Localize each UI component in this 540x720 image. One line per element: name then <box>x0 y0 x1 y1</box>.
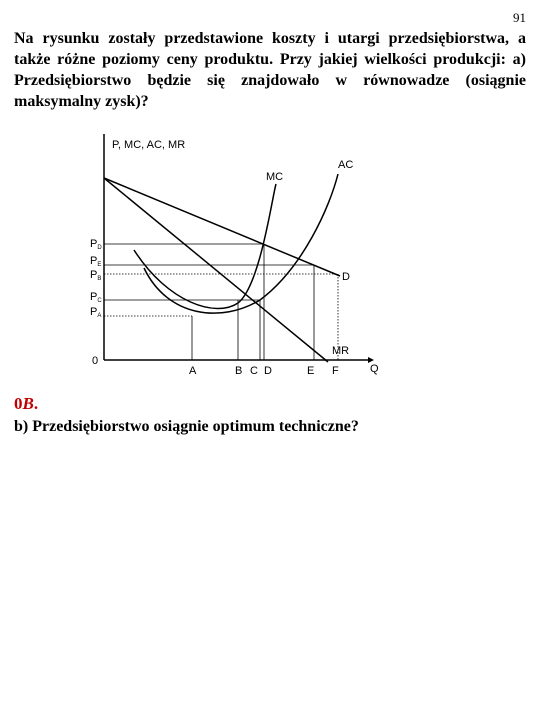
mc-label: MC <box>266 171 284 183</box>
cost-revenue-diagram <box>88 128 388 378</box>
quantity-label-a: A <box>189 365 197 377</box>
quantity-label-c: C <box>250 365 258 377</box>
quantity-label-e: E <box>307 365 315 377</box>
origin-label: 0 <box>92 355 99 367</box>
answer-prefix: 0 <box>14 394 23 413</box>
x-axis-label: Q <box>370 363 379 375</box>
question-a: Na rysunku zostały przedstawione koszty i utargi przedsiębiorstwa, a także różne poziomy ceny produktu. Przy jakiej wielkości produkcji: a) Przedsiębiorstwo będzie się znajdowało w równowadze (osiągnie maksymalny zysk)? <box>14 30 526 110</box>
price-label-pd: PD <box>90 238 102 251</box>
quantity-label-f: F <box>332 365 339 377</box>
answer <box>14 394 38 414</box>
ac-label: AC <box>338 159 354 171</box>
price-label-pa: PA <box>90 306 102 319</box>
y-axis-label: P, MC, AC, MR <box>112 139 186 151</box>
price-label-pe: PE <box>90 255 102 268</box>
answer-suffix: . <box>33 394 39 413</box>
demand-label: D <box>342 271 350 283</box>
price-label-pc: PC <box>90 291 102 304</box>
page-number: 91 <box>513 10 526 25</box>
question-b: b) Przedsiębiorstwo osiągnie optimum techniczne? <box>14 418 359 435</box>
mc-curve <box>134 184 276 309</box>
quantity-label-b: B <box>235 365 243 377</box>
mr-label: MR <box>332 345 350 357</box>
mr-curve <box>104 178 328 362</box>
quantity-label-d: D <box>264 365 272 377</box>
price-label-pb: PB <box>90 269 102 282</box>
answer-letter: B <box>22 394 34 413</box>
demand-curve <box>104 178 340 276</box>
